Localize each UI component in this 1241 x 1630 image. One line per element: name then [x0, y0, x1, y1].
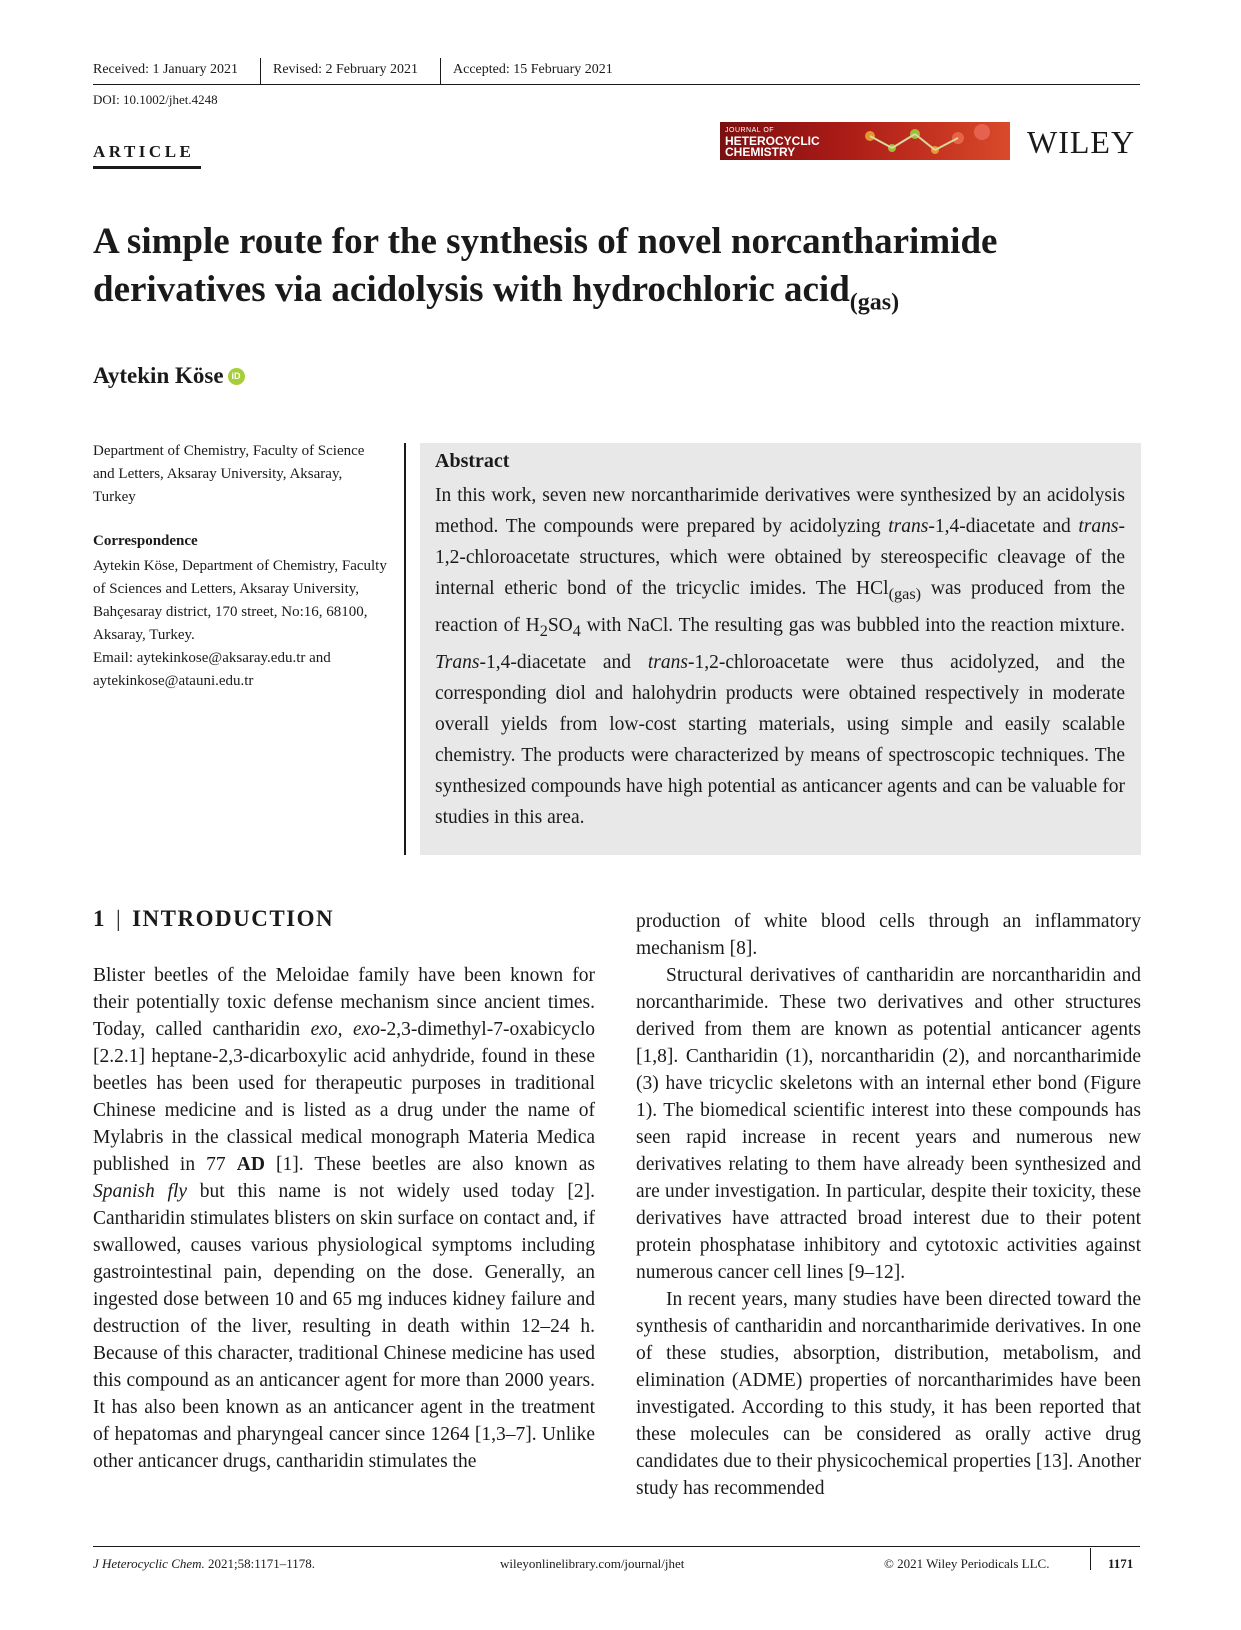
article-type-label: ARTICLE — [93, 142, 195, 161]
section-title: INTRODUCTION — [132, 906, 335, 931]
section-number: 1 — [93, 906, 106, 931]
revised-date: Revised: 2 February 2021 — [273, 62, 419, 77]
abstract-heading: Abstract — [435, 450, 510, 472]
author — [93, 363, 245, 389]
correspondence-heading: Correspondence — [93, 533, 198, 549]
article-label-underline — [93, 166, 201, 169]
footer-copyright: © 2021 Wiley Periodicals LLC. — [884, 1556, 1050, 1571]
journal-name-line1: JOURNAL OF — [725, 127, 775, 134]
header-separator — [440, 58, 441, 84]
section-heading — [93, 906, 334, 932]
page-number: 1171 — [1108, 1556, 1134, 1571]
abstract-text: In this work, seven new norcantharimide derivatives were synthesized by an acidolysis method. The compounds were prepared by acidolyzing trans-1,4-diacetate and trans-1,2-chloroacetate structures, which were obtained by stereospecific cleavage of the internal etheric bond of the tricyclic imides. The HCl$_{(gas)}$ was produced from the reaction of $H_2SO_4$ with NaCl. The resulting gas was bubbled into the reaction mixture. Trans-1,4-diacetate and trans-1,2-chloroacetate were thus acidolyzed, and the corresponding diol and halohydrin products were obtained respectively in moderate overall yields from low-cost starting materials, using simple and easily scalable chemistry. The products were characterized by means of spectroscopic techniques. The synthesized compounds have high potential as anticancer agents and can be valuable for studies in this area. — [435, 485, 1126, 828]
publisher-logo[interactable]: WILEY — [1027, 124, 1136, 160]
article-title-main: A simple route for the synthesis of novel norcantharimide derivatives via acidolysis with hydrochloric acid — [93, 221, 998, 310]
article-title — [93, 218, 1153, 326]
accepted-date: Accepted: 15 February 2021 — [453, 62, 613, 77]
footer-citation: J Heterocyclic Chem. 2021;58:1171–1178. — [93, 1556, 316, 1571]
journal-name-line3: CHEMISTRY — [725, 145, 796, 159]
intro-right-column — [636, 908, 1141, 1502]
correspondence-address: Aytekin Köse, Department of Chemistry, Faculty of Sciences and Letters, Aksaray University, Bahçesaray district, 170 street, No:16, 68100, Aksaray, Turkey. — [93, 558, 387, 643]
footer-separator — [1090, 1548, 1091, 1570]
correspondence-email[interactable]: Email: aytekinkose@aksaray.edu.tr and aytekinkose@atauni.edu.tr — [93, 650, 331, 689]
received-date: Received: 1 January 2021 — [93, 62, 239, 77]
orcid-icon[interactable]: iD — [228, 368, 245, 385]
column-divider — [404, 443, 406, 855]
intro-paragraph: Blister beetles of the Meloidae family have been known for their potentially toxic defense mechanism since ancient times. Today, called cantharidin exo, exo-2,3-dimethyl-7-oxabicyclo [2.2.1] heptane-2,3-dicarboxylic acid anhydride, found in these beetles has been used for therapeutic purposes in traditional Chinese medicine and is listed as a drug under the name of Mylabris in the classical medical monograph Materia Medica published in 77 AD [1]. These beetles are also known as Spanish fly but this name is not widely used today [2]. Cantharidin stimulates blisters on skin surface on contact and, if swallowed, causes various physiological symptoms including gastrointestinal pain, depending on the dose. Generally, an ingested dose between 10 and 65 mg induces kidney failure and destruction of the liver, resulting in death within 12–24 h. Because of this character, traditional Chinese medicine has used this compound as an anticancer agent for more than 2000 years. It has also been known as an anticancer agent in the treatment of hepatomas and pharyngeal cancer since 1264 [1,3–7]. Unlike other anticancer drugs, cantharidin stimulates the — [93, 965, 596, 1472]
intro-paragraph: In recent years, many studies have been directed toward the synthesis of cantharidin and norcantharimide derivatives. In one of these studies, absorption, distribution, metabolism, and elimination (ADME) properties of norcantharimides have been investigated. According to this study, it has been reported that these molecules can be considered as orally active drug candidates due to their physicochemical properties [13]. Another study has recommended — [636, 1289, 1141, 1499]
article-title-subscript: (gas) — [849, 289, 900, 316]
section-separator: | — [116, 906, 123, 931]
intro-left-column — [93, 962, 595, 1475]
footer-journal-url[interactable]: wileyonlinelibrary.com/journal/jhet — [500, 1556, 685, 1571]
journal-name — [725, 125, 820, 158]
author-name: Aytekin Köse — [93, 363, 224, 388]
intro-paragraph: Structural derivatives of cantharidin are norcantharidin and norcantharimide. These two derivatives and other structures derived from them are known as potential anticancer agents [1,8]. Cantharidin (1), norcantharidin (2), and norcantharimide (3) have tricyclic skeletons with an internal ether bond (Figure 1). The biomedical scientific interest into these compounds has seen rapid increase in recent years and numerous new derivatives relating to them have already been synthesized and are under investigation. In particular, despite their toxicity, these derivatives have attracted broad interest due to their potent protein phosphatase inhibitory and cytotoxic activities against numerous cancer cell lines [9–12]. — [636, 965, 1141, 1283]
doi[interactable]: DOI: 10.1002/jhet.4248 — [93, 92, 218, 107]
footer-rule — [93, 1546, 1140, 1547]
header-dates — [93, 62, 1140, 86]
header-rule — [93, 84, 1140, 85]
affiliation: Department of Chemistry, Faculty of Science and Letters, Aksaray University, Aksaray, Turkey — [93, 443, 365, 505]
journal-name-line2: HETEROCYCLIC — [725, 134, 820, 148]
journal-logo-banner[interactable] — [720, 122, 1010, 160]
header-separator — [260, 58, 261, 84]
intro-paragraph-continued: production of white blood cells through an inflammatory mechanism [8]. — [636, 911, 1141, 959]
correspondence-details — [93, 555, 393, 693]
